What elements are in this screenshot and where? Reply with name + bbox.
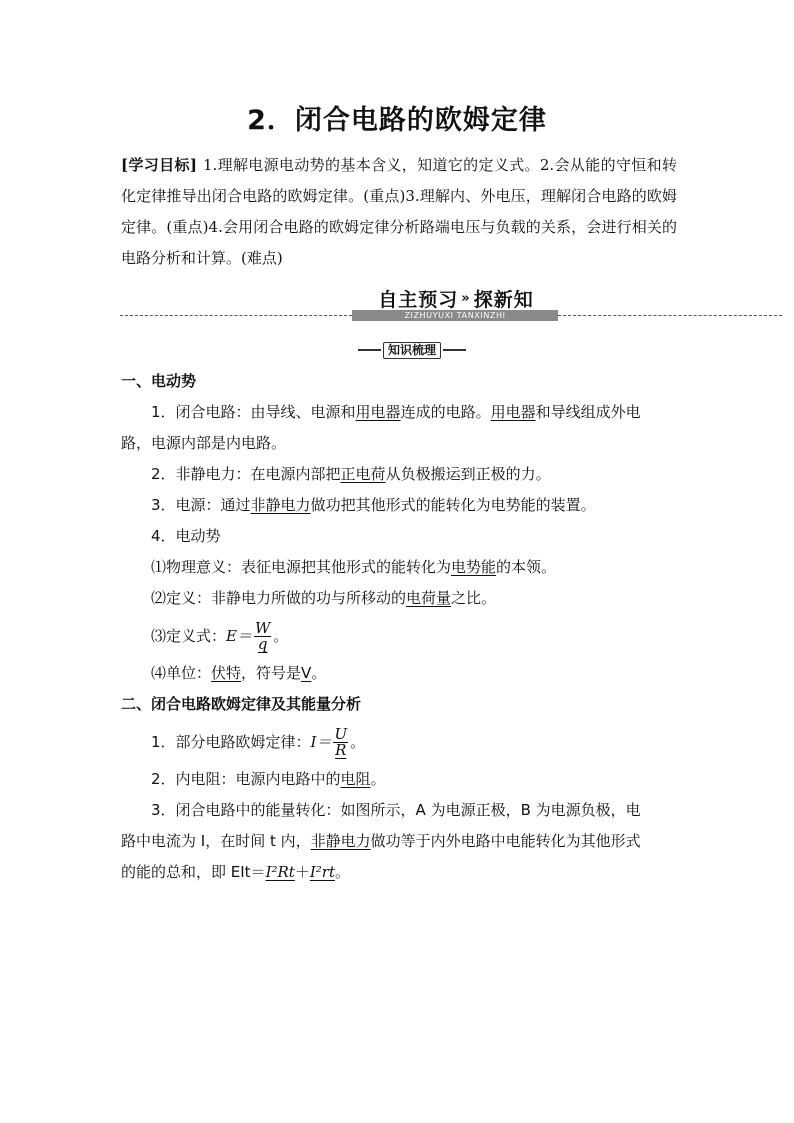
formula-lhs: I＝ — [310, 733, 332, 751]
banner-title-part-a: 自主预习 — [378, 288, 459, 311]
paragraph-physical-meaning — [121, 552, 677, 583]
formula-fraction — [333, 727, 348, 758]
tag-rule-left — [358, 349, 381, 351]
fraction-numerator: U — [334, 725, 348, 743]
text-run: 1．部分电路欧姆定律： — [151, 733, 311, 751]
fraction-denominator: q — [257, 635, 268, 653]
underlined-term: 电阻 — [340, 770, 371, 788]
underlined-term: 非静电力 — [310, 832, 371, 850]
underlined-term: 正电荷 — [340, 465, 386, 483]
text-run: 和导线组成外电 — [535, 403, 641, 421]
underlined-formula: I²Rt — [265, 863, 295, 881]
underlined-term: 用电器 — [490, 403, 536, 421]
banner-subtitle: ZIZHUYUXI TANXINZHI — [352, 310, 558, 321]
text-run: 。 — [273, 627, 289, 645]
main-content — [121, 366, 677, 888]
text-run: 连成的电路。 — [400, 403, 491, 421]
text-run: 从负极搬运到正极的力。 — [385, 465, 551, 483]
paragraph-closed-circuit-cont: 路，电源内部是内电路。 — [121, 434, 287, 452]
underlined-formula: I²rt — [309, 863, 335, 881]
text-run: ，符号是 — [241, 664, 302, 682]
text-run: 的能的总和，即 EIt＝ — [121, 863, 266, 881]
learning-goals-text: 1.理解电源电动势的基本含义，知道它的定义式。2.会从能的守恒和转化定律推导出闭合电路的欧姆定律。(重点)3.理解内、外电压，理解闭合电路的欧姆定律。(重点)4.会用闭合电路的欧姆定律分析路端电压与负载的关系，会进行相关的电路分析和计算。(难点) — [121, 156, 677, 267]
tag-rule-right — [443, 349, 466, 351]
double-chevron-icon: » — [461, 290, 471, 306]
banner-dashed-line-right — [558, 315, 782, 316]
underlined-term: 伏特 — [211, 664, 242, 682]
paragraph-definition-formula — [121, 614, 677, 658]
fraction-denominator: R — [335, 741, 347, 759]
text-run: 。 — [350, 733, 366, 751]
text-run: 做功把其他形式的能转化为电势能的装置。 — [310, 496, 596, 514]
paragraph-emf-heading: 4．电动势 — [151, 527, 221, 545]
paragraph-power-source — [121, 490, 677, 521]
text-run: 的本领。 — [496, 558, 557, 576]
formula-fraction — [254, 621, 271, 652]
text-run: ＋ — [294, 863, 310, 881]
text-run: ⑶定义式： — [151, 627, 227, 645]
learning-goals — [121, 150, 677, 274]
section-heading-ohms-law: 二、闭合电路欧姆定律及其能量分析 — [121, 695, 362, 713]
underlined-term: V — [301, 664, 312, 682]
text-run: 。 — [370, 770, 386, 788]
text-run: 路中电流为 I，在时间 t 内， — [121, 832, 311, 850]
paragraph-energy-conversion-cont — [121, 826, 677, 857]
banner-title-part-b: 探新知 — [473, 288, 534, 311]
paragraph-definition — [121, 583, 677, 614]
underlined-term: 用电器 — [355, 403, 401, 421]
page-title: 2．闭合电路的欧姆定律 — [247, 105, 547, 136]
text-run: ⑷单位： — [151, 664, 212, 682]
text-run: 之比。 — [451, 589, 497, 607]
underlined-term: 非静电力 — [250, 496, 311, 514]
fraction-numerator: W — [254, 619, 271, 637]
text-run: 。 — [311, 664, 327, 682]
paragraph-unit — [121, 658, 677, 689]
banner-title — [358, 285, 554, 311]
text-run: ⑴物理意义：表征电源把其他形式的能转化为 — [151, 558, 452, 576]
paragraph-closed-circuit — [121, 397, 677, 428]
text-run: 2．非静电力：在电源内部把 — [151, 465, 341, 483]
paragraph-energy-conversion-end — [121, 857, 677, 888]
text-run: 做功等于内外电路中电能转化为其他形式 — [370, 832, 641, 850]
knowledge-tag — [358, 341, 466, 359]
formula-lhs: E＝ — [226, 627, 252, 645]
section-heading-emf: 一、电动势 — [121, 372, 197, 390]
text-run: 。 — [334, 863, 350, 881]
underlined-term: 电势能 — [451, 558, 497, 576]
paragraph-internal-resistance — [121, 764, 677, 795]
text-run: 1．闭合电路：由导线、电源和 — [151, 403, 356, 421]
paragraph-nonelectrostatic-force — [121, 459, 677, 490]
tag-label: 知识梳理 — [383, 342, 441, 359]
text-run: ⑵定义：非静电力所做的功与所移动的 — [151, 589, 407, 607]
text-run: 3．电源：通过 — [151, 496, 251, 514]
paragraph-energy-conversion: 3．闭合电路中的能量转化：如图所示，A 为电源正极，B 为电源负极，电 — [151, 801, 641, 819]
underlined-term: 电荷量 — [406, 589, 452, 607]
banner-dashed-line-left — [120, 315, 352, 316]
text-run: 2．内电阻：电源内电路中的 — [151, 770, 341, 788]
learning-goals-label: [学习目标] — [121, 156, 197, 174]
section-banner — [120, 283, 782, 325]
paragraph-partial-ohms-law — [121, 720, 677, 764]
